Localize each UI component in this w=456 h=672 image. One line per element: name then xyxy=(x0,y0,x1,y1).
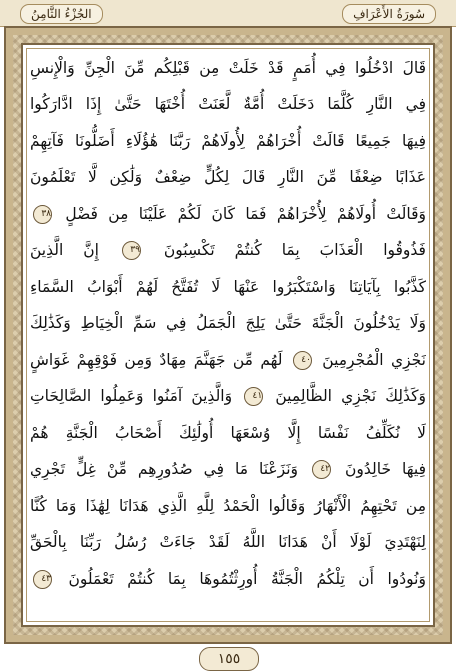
line-text: مِن تَحْتِهِمُ الْأَنْهَارُ وَقَالُوا الْحَمْدُ لِلَّهِ الَّذِي هَدَانَا لِهَٰذَا وَمَا كُنَّا xyxy=(30,497,426,515)
verse-43-marker: ٤٣ xyxy=(33,570,52,589)
verse-42-marker: ٤٢ xyxy=(312,460,331,479)
verse-41-marker: ٤١ xyxy=(244,387,263,406)
line-text: وَكَذَٰلِكَ نَجْزِي الظَّالِمِينَ xyxy=(275,387,426,405)
surah-label: سُورَةُ الأَعْرَافِ xyxy=(342,4,436,24)
line-text: إِنَّ الَّذِينَ xyxy=(30,241,99,259)
line-text: فِيهَا جَمِيعًا قَالَتْ أُخْرَاهُمْ لِأُولَاهُمْ رَبَّنَا هَٰؤُلَاءِ أَضَلُّونَا فَآتِهِمْ xyxy=(30,132,426,150)
quran-text xyxy=(30,44,426,629)
page-header xyxy=(0,0,456,27)
text-line xyxy=(30,524,426,560)
text-line xyxy=(30,561,426,597)
line-text: لَا نُكَلِّفُ نَفْسًا إِلَّا وُسْعَهَا أُولَٰئِكَ أَصْحَابُ الْجَنَّةِ هُمْ xyxy=(30,424,426,442)
page-footer xyxy=(0,644,456,672)
line-text: وَنُودُوا أَن تِلْكُمُ الْجَنَّةُ أُورِثْتُمُوهَا بِمَا كُنتُمْ تَعْمَلُونَ xyxy=(68,570,426,588)
text-line xyxy=(30,415,426,451)
text-line xyxy=(30,269,426,305)
text-line xyxy=(30,86,426,122)
line-text: قَالَ ادْخُلُوا فِي أُمَمٍ قَدْ خَلَتْ مِن قَبْلِكُم مِّنَ الْجِنِّ وَالْإِنسِ xyxy=(30,59,426,77)
text-line xyxy=(30,378,426,414)
line-text: نَجْزِي الْمُجْرِمِينَ xyxy=(322,351,426,369)
text-line xyxy=(30,232,426,268)
text-line xyxy=(30,196,426,232)
verse-40-marker: ٤٠ xyxy=(293,351,312,370)
line-text: فِي النَّارِ كُلَّمَا دَخَلَتْ أُمَّةٌ لَّعَنَتْ أُخْتَهَا حَتَّىٰ إِذَا ادَّارَكُوا xyxy=(30,95,426,113)
line-text: وَلَا يَدْخُلُونَ الْجَنَّةَ حَتَّىٰ يَلِجَ الْجَمَلُ فِي سَمِّ الْخِيَاطِ وَكَذَٰلِكَ xyxy=(30,314,426,332)
text-line xyxy=(30,50,426,86)
line-text: لِنَهْتَدِيَ لَوْلَا أَنْ هَدَانَا اللَّهُ لَقَدْ جَاءَتْ رُسُلُ رَبِّنَا بِالْحَقِّ xyxy=(30,533,426,551)
page-number: ١٥٥ xyxy=(199,647,259,671)
text-line xyxy=(30,342,426,378)
text-line xyxy=(30,305,426,341)
verse-38-marker: ٣٨ xyxy=(33,205,52,224)
text-line xyxy=(30,159,426,195)
line-text: عَذَابًا ضِعْفًا مِّنَ النَّارِ قَالَ لِكُلٍّ ضِعْفٌ وَلَٰكِن لَّا تَعْلَمُونَ xyxy=(30,168,426,186)
line-text: وَنَزَعْنَا مَا فِي صُدُورِهِم مِّنْ غِلٍّ تَجْرِي xyxy=(30,460,299,478)
line-text: وَقَالَتْ أُولَاهُمْ لِأُخْرَاهُمْ فَمَا كَانَ لَكُمْ عَلَيْنَا مِن فَضْلٍ xyxy=(65,205,426,223)
text-line xyxy=(30,123,426,159)
line-text: فِيهَا خَالِدُونَ xyxy=(345,460,426,478)
line-text: فَذُوقُوا الْعَذَابَ بِمَا كُنتُمْ تَكْسِبُونَ xyxy=(163,241,426,259)
juz-label: الجُزْءُ الثَّامِنُ xyxy=(20,4,103,24)
text-line xyxy=(30,451,426,487)
line-text: كَذَّبُوا بِآيَاتِنَا وَاسْتَكْبَرُوا عَنْهَا لَا تُفَتَّحُ لَهُمْ أَبْوَابُ السَّمَاءِ xyxy=(30,278,426,296)
verse-39-marker: ٣٩ xyxy=(122,241,141,260)
line-text: وَالَّذِينَ آمَنُوا وَعَمِلُوا الصَّالِحَاتِ xyxy=(30,387,233,405)
line-text: لَهُم مِّن جَهَنَّمَ مِهَادٌ وَمِن فَوْقِهِمْ غَوَاشٍ xyxy=(30,351,283,369)
text-line xyxy=(30,488,426,524)
